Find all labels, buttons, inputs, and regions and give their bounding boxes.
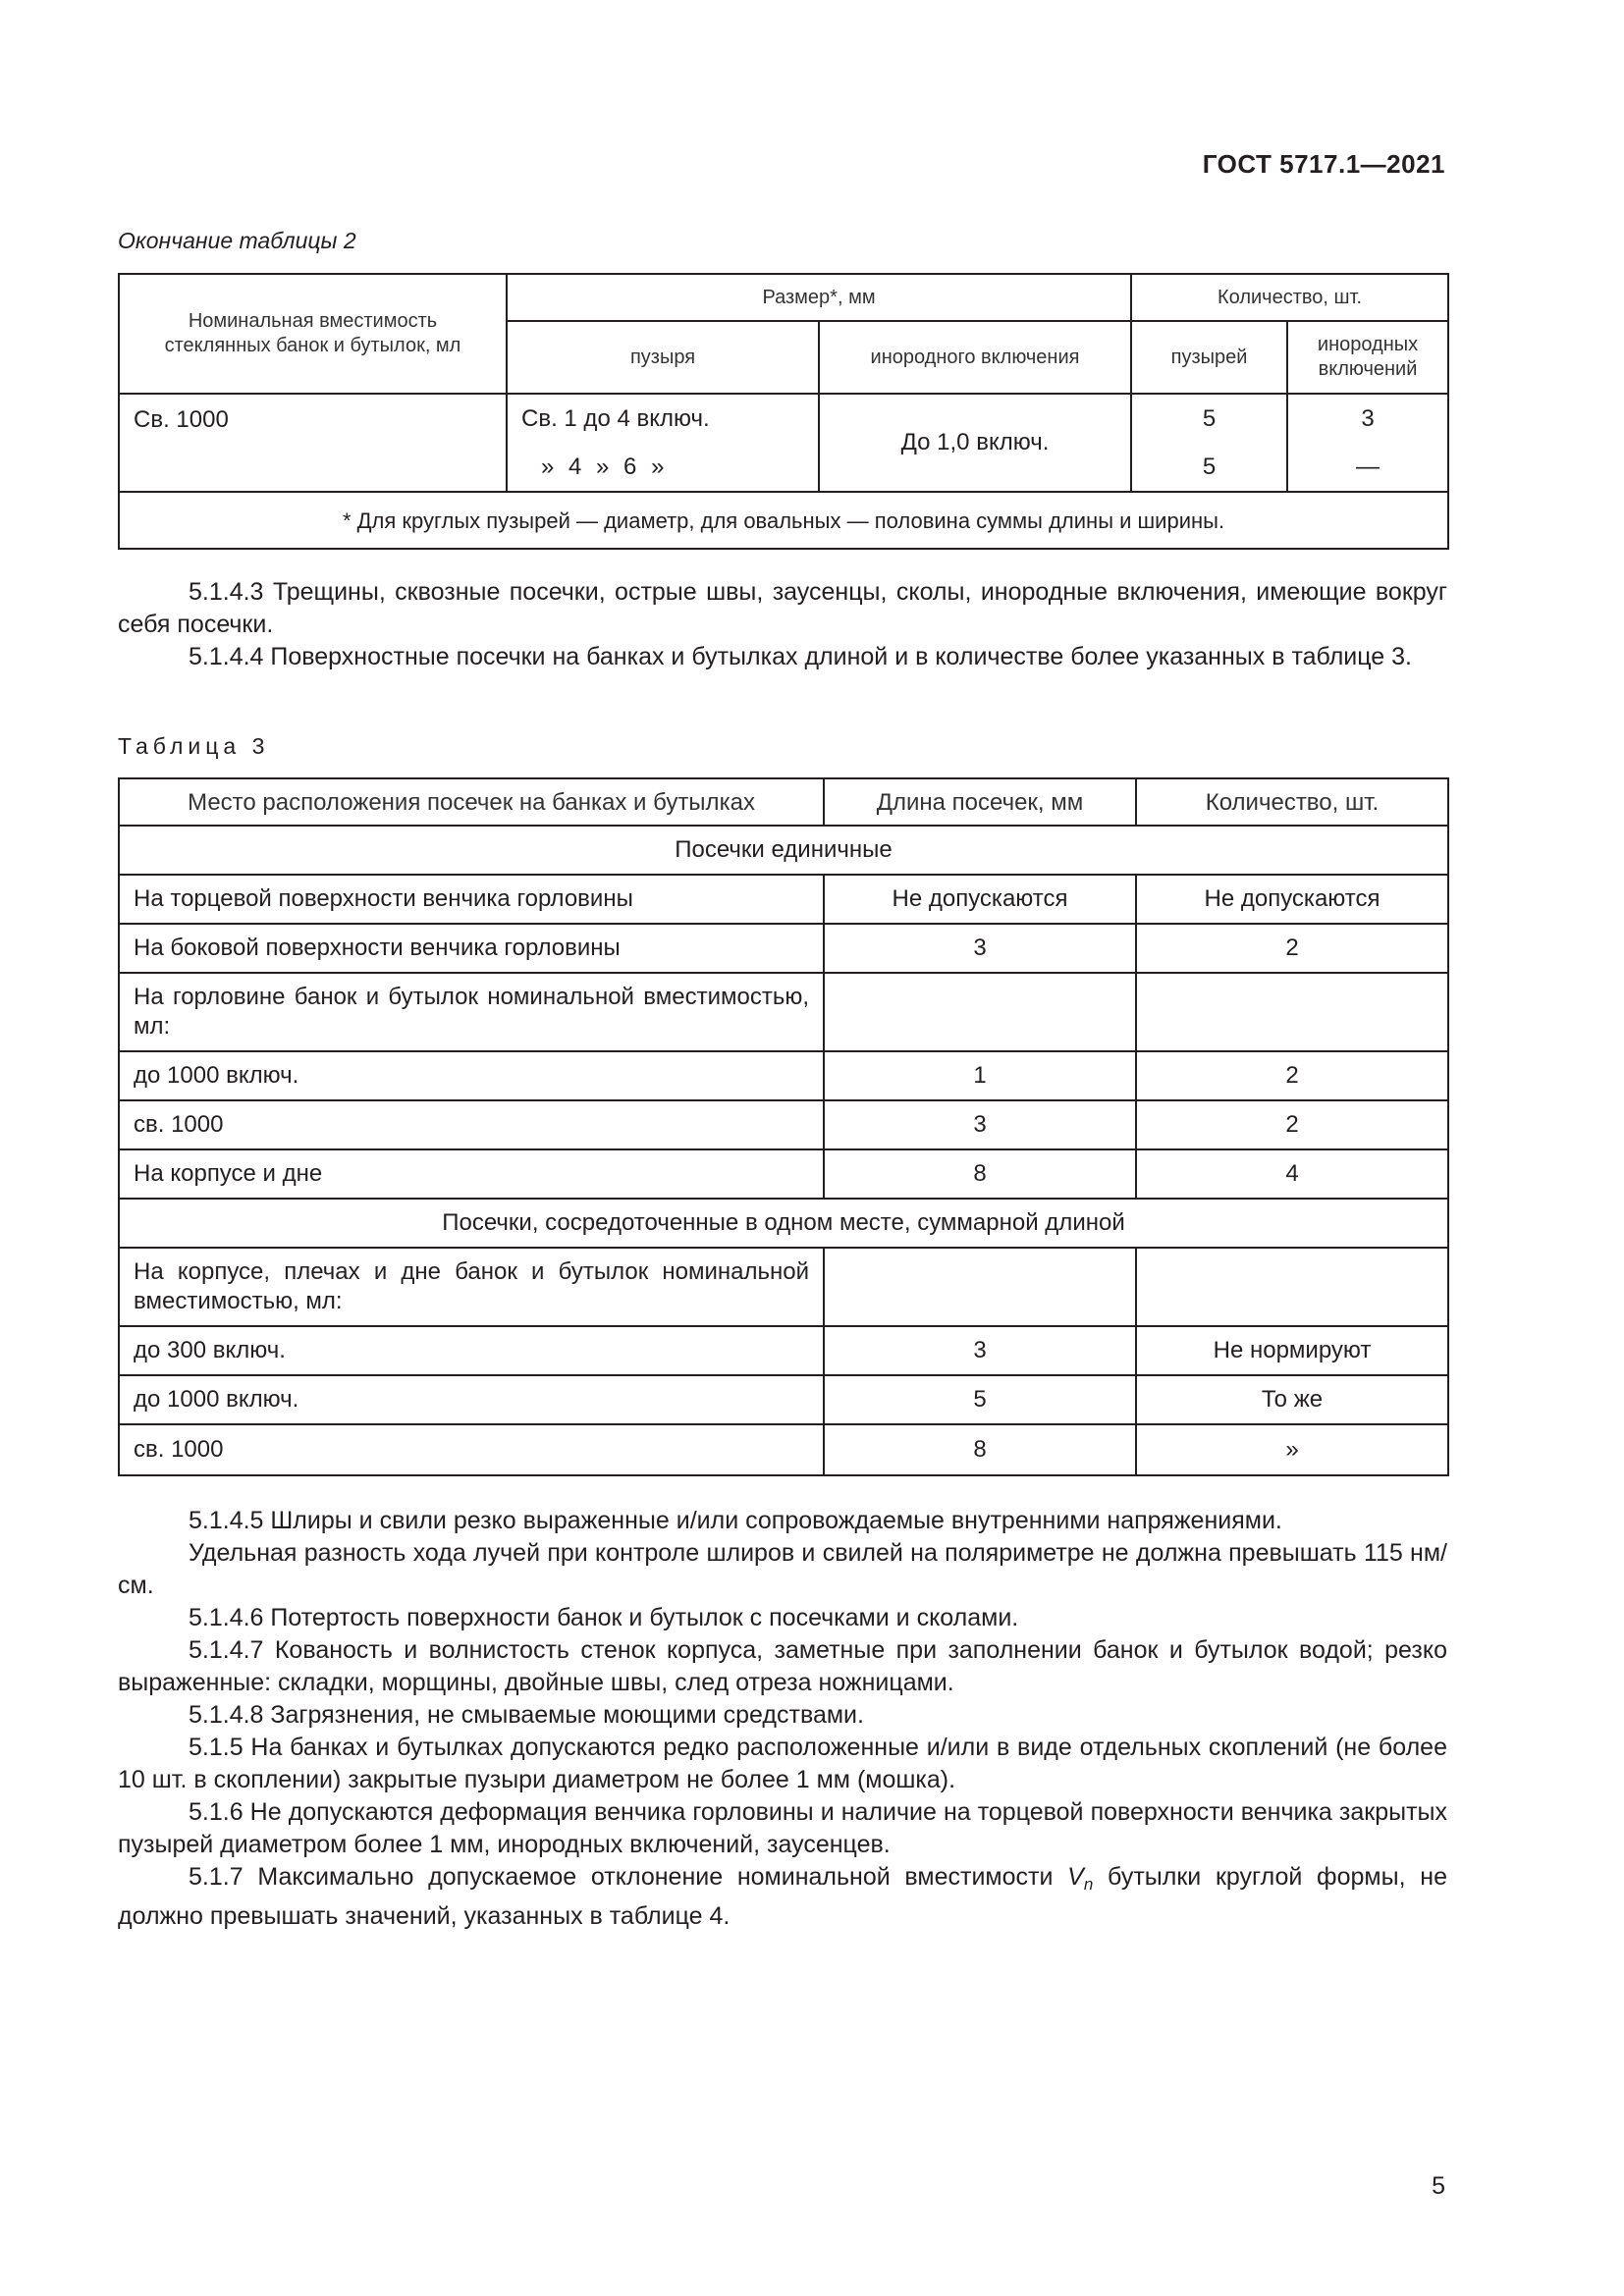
paragraph: 5.1.5 На банках и бутылках допускаются редко расположенные и/или в виде отдельных скоплений (не более 10 шт. в скоплении) закрытые пузыри диаметром не более 1 мм (мошка). [118,1734,1447,1793]
cell-inclusion: До 1,0 включ. [819,394,1131,492]
row-length: Не допускаются [824,875,1136,924]
cell-incl-1: 3 [1287,394,1448,443]
paragraph: 5.1.4.7 Кованость и волнистость стенок корпуса, заметные при заполнении банок и бутылок водой; резко выраженные: складки, морщины, двойные швы, след отреза ножницами. [118,1636,1447,1696]
row-count: 2 [1136,924,1448,973]
cell-bubbles-1: 5 [1131,394,1287,443]
paragraph-last [118,1861,1447,1933]
paragraph-text: 5.1.7 Максимально допускаемое отклонение номинальной вместимости [189,1863,1068,1891]
row-length: 3 [824,1326,1136,1375]
row-place: до 1000 включ. [119,1051,824,1100]
paragraphs-block-a [118,576,1447,673]
table-3 [118,777,1449,1476]
header-inclusion-size: инородного включения [819,321,1131,394]
row-length: 8 [824,1424,1136,1475]
row-length: 1 [824,1051,1136,1100]
cell-bubbles-2: 5 [1131,443,1287,492]
row-place: На торцевой поверхности венчика горловины [119,875,824,924]
row-length: 8 [824,1149,1136,1199]
row-length: 5 [824,1375,1136,1424]
header-bubbles-count: пузырей [1131,321,1287,394]
header-capacity: Номинальная вместимость стеклянных банок и бутылок, мл [119,274,507,394]
paragraph: 5.1.6 Не допускаются деформация венчика горловины и наличие на торцевой поверхности венчика закрытых пузырей диаметром более 1 мм, инородных включений, заусенцев. [118,1798,1447,1858]
row-length: 3 [824,1100,1136,1149]
variable-subscript: n [1083,1875,1094,1894]
row-count: Не нормируют [1136,1326,1448,1375]
cell-size-1: Св. 1 до 4 включ. [507,394,819,443]
section-single: Посечки единичные [119,826,1448,875]
table2-footnote: * Для круглых пузырей — диаметр, для овальных — половина суммы длины и ширины. [119,492,1448,549]
header-bubble-size: пузыря [507,321,819,394]
cell-capacity: Св. 1000 [119,394,507,492]
row-place: св. 1000 [119,1424,824,1475]
variable: V [1067,1863,1084,1891]
row-place: На корпусе и дне [119,1149,824,1199]
header-place: Место расположения посечек на банках и бутылках [119,778,824,826]
paragraph: 5.1.4.8 Загрязнения, не смываемые моющими средствами. [189,1701,864,1729]
table3-caption: Таблица 3 [118,733,270,759]
row-count: То же [1136,1375,1448,1424]
paragraph: 5.1.4.3 Трещины, сквозные посечки, острые швы, заусенцы, сколы, инородные включения, имеющие вокруг себя посечки. [118,578,1447,638]
standard-number: ГОСТ 5717.1—2021 [1202,149,1445,179]
row-place: до 1000 включ. [119,1375,824,1424]
page-number: 5 [1432,2172,1445,2200]
header-length: Длина посечек, мм [824,778,1136,826]
header-count: Количество, шт. [1131,274,1448,321]
section-grouped: Посечки, сосредоточенные в одном месте, суммарной длиной [119,1199,1448,1248]
row-count: » [1136,1424,1448,1475]
row-place: На горловине банок и бутылок номинальной вместимостью, мл: [119,973,824,1051]
table2-caption: Окончание таблицы 2 [118,228,356,253]
row-count: 4 [1136,1149,1448,1199]
row-place: На боковой поверхности венчика горловины [119,924,824,973]
row-place: до 300 включ. [119,1326,824,1375]
paragraph: Удельная разность хода лучей при контроле шлиров и свилей на поляриметре не должна превышать 115 нм/см. [118,1539,1447,1599]
paragraph-text: бутылки круглой формы, не должно превышать значений, указанных в таблице 4. [118,1863,1447,1930]
row-count: Не допускаются [1136,875,1448,924]
row-length [824,973,1136,1051]
paragraph: 5.1.4.4 Поверхностные посечки на банках и бутылках длиной и в количестве более указанных в таблице 3. [189,643,1412,670]
cell-size-2: » 4 » 6 » [507,443,819,492]
header-size: Размер*, мм [507,274,1131,321]
paragraph: 5.1.4.5 Шлиры и свили резко выраженные и/или сопровождаемые внутренними напряжениями. [189,1507,1282,1534]
cell-incl-2: — [1287,443,1448,492]
row-count: 2 [1136,1051,1448,1100]
row-count [1136,1248,1448,1326]
row-place: св. 1000 [119,1100,824,1149]
row-place: На корпусе, плечах и дне банок и бутылок номинальной вместимостью, мл: [119,1248,824,1326]
row-length: 3 [824,924,1136,973]
paragraph: 5.1.4.6 Потертость поверхности банок и бутылок с посечками и сколами. [189,1604,1019,1631]
row-count: 2 [1136,1100,1448,1149]
row-length [824,1248,1136,1326]
table-2 [118,273,1449,550]
header-count: Количество, шт. [1136,778,1448,826]
paragraphs-block-b [118,1505,1447,1933]
row-count [1136,973,1448,1051]
header-inclusions-count: инородных включений [1287,321,1448,394]
